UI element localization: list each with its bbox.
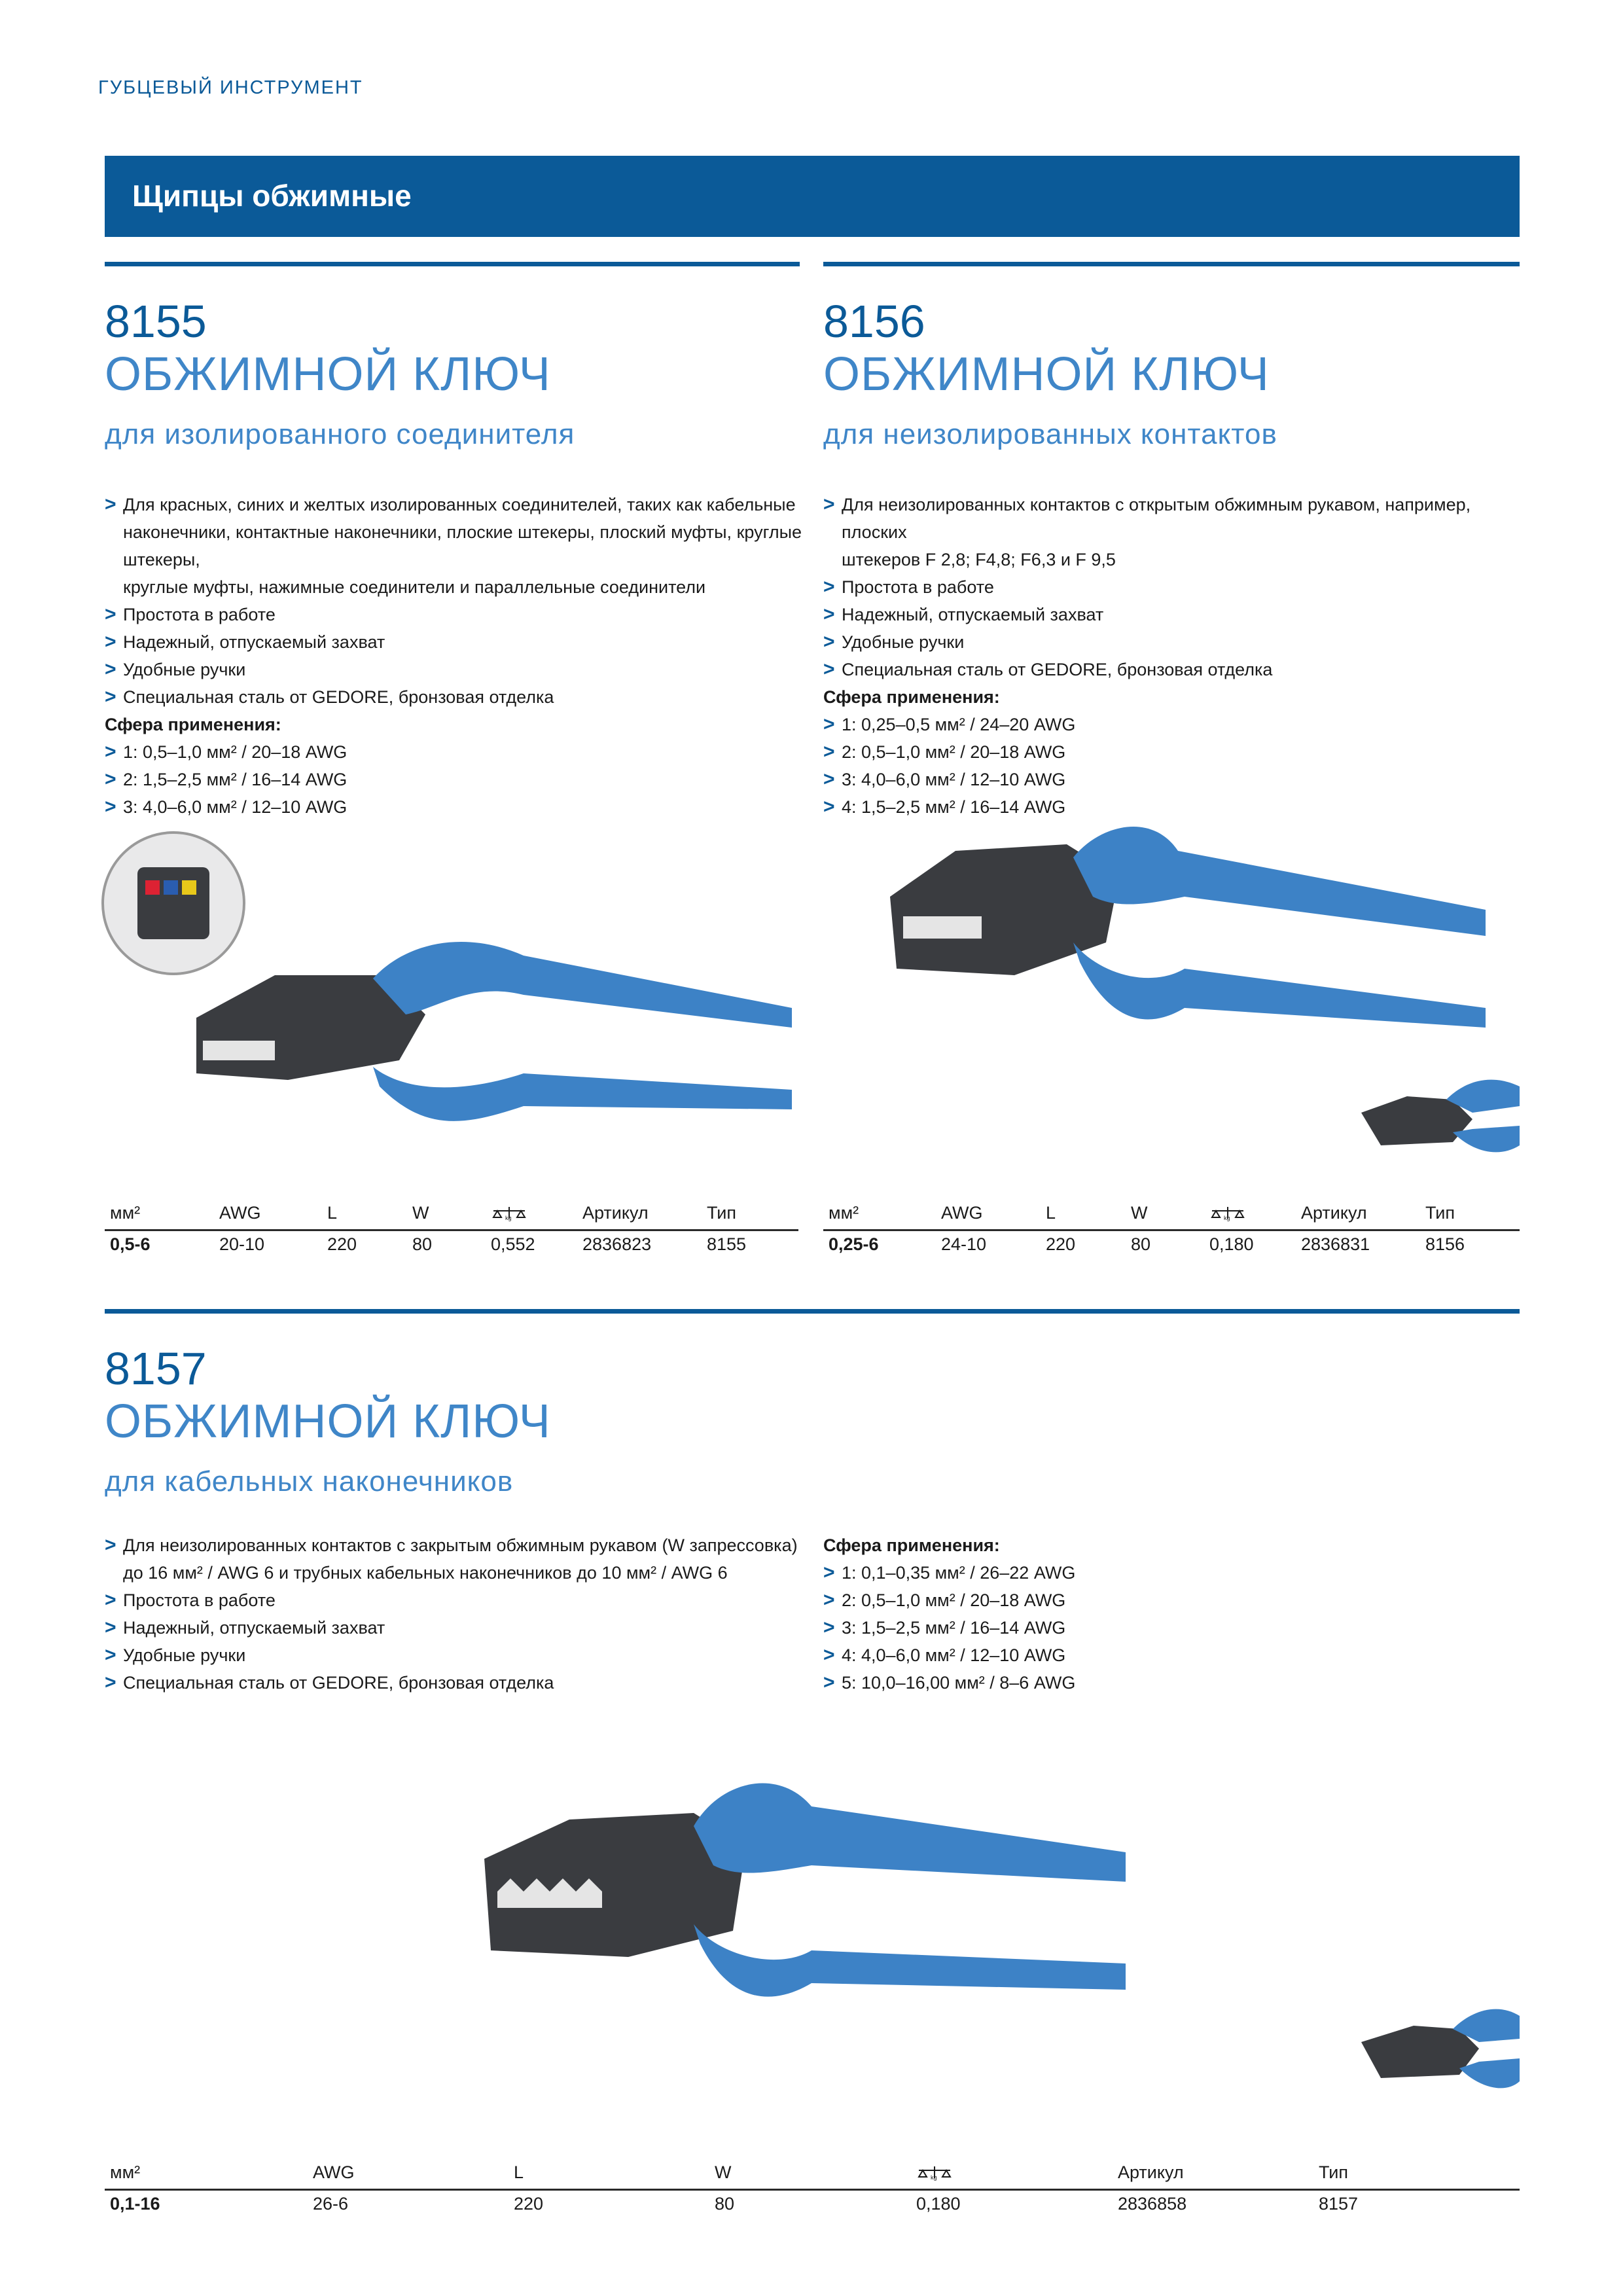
chevron-right-icon: > bbox=[823, 1589, 835, 1611]
chevron-right-icon: > bbox=[823, 1672, 835, 1693]
application-item: > 3: 1,5–2,5 мм² / 16–14 AWG bbox=[823, 1614, 1520, 1641]
feature-item: > Удобные ручки bbox=[105, 656, 812, 683]
chevron-right-icon: > bbox=[105, 768, 116, 790]
feature-item: > Простота в работе bbox=[823, 573, 1520, 601]
spec-table bbox=[823, 1203, 1520, 1268]
application-heading: Сфера применения: bbox=[823, 1535, 1000, 1555]
cell-awg: 24-10 bbox=[941, 1234, 987, 1254]
feature-item: > Надежный, отпускаемый захват bbox=[823, 601, 1520, 628]
feature-item: до 16 мм² / AWG 6 и трубных кабельных наконечников до 10 мм² / AWG 6 bbox=[123, 1563, 728, 1583]
product-photo-8155 bbox=[98, 818, 805, 1158]
chevron-right-icon: > bbox=[823, 493, 835, 515]
application-item: > 1: 0,1–0,35 мм² / 26–22 AWG bbox=[823, 1559, 1520, 1587]
col-header: W bbox=[715, 2162, 732, 2182]
chevron-right-icon: > bbox=[105, 1617, 116, 1638]
detail-jaw bbox=[137, 867, 209, 939]
cell-article: 2836831 bbox=[1301, 1234, 1370, 1254]
application-item: > 4: 1,5–2,5 мм² / 16–14 AWG bbox=[823, 793, 1520, 821]
product-number: 8155 bbox=[105, 296, 207, 347]
application-heading: Сфера применения: bbox=[105, 715, 281, 734]
chevron-right-icon: > bbox=[105, 493, 116, 515]
product-photo-8157 bbox=[471, 1767, 1520, 2134]
cell-weight: 0,180 bbox=[916, 2194, 961, 2214]
col-header: L bbox=[327, 1203, 338, 1223]
feature-list bbox=[105, 491, 812, 821]
chevron-right-icon: > bbox=[823, 631, 835, 653]
chevron-right-icon: > bbox=[105, 741, 116, 762]
cell-type: 8155 bbox=[707, 1234, 747, 1254]
cell-l: 220 bbox=[514, 2194, 544, 2214]
col-header: AWG bbox=[941, 1203, 983, 1223]
cell-l: 220 bbox=[1046, 1234, 1076, 1254]
feature-item: > Надежный, отпускаемый захват bbox=[105, 1614, 812, 1641]
cell-w: 80 bbox=[412, 1234, 433, 1254]
col-header: AWG bbox=[313, 2162, 355, 2182]
cell-weight: 0,552 bbox=[491, 1234, 535, 1254]
feature-item: > Надежный, отпускаемый захват bbox=[105, 628, 812, 656]
feature-item: > Специальная сталь от GEDORE, бронзовая отделка bbox=[105, 1669, 812, 1696]
lower-handle bbox=[1073, 942, 1486, 1028]
chevron-right-icon: > bbox=[823, 658, 835, 680]
section-rule bbox=[105, 262, 800, 266]
cell-article: 2836823 bbox=[582, 1234, 652, 1254]
cell-mm2: 0,5-6 bbox=[110, 1234, 151, 1254]
chevron-right-icon: > bbox=[823, 1644, 835, 1666]
table-rule bbox=[105, 1229, 798, 1231]
chevron-right-icon: > bbox=[823, 796, 835, 817]
feature-item: круглые муфты, нажимные соединители и параллельные соединители bbox=[123, 577, 706, 597]
cell-w: 80 bbox=[715, 2194, 735, 2214]
feature-item: > Простота в работе bbox=[105, 601, 812, 628]
col-header: L bbox=[1046, 1203, 1056, 1223]
chevron-right-icon: > bbox=[105, 658, 116, 680]
cell-l: 220 bbox=[327, 1234, 357, 1254]
col-header: Артикул bbox=[1301, 1203, 1367, 1223]
chevron-right-icon: > bbox=[105, 631, 116, 653]
section-rule bbox=[823, 262, 1520, 266]
chevron-right-icon: > bbox=[823, 1617, 835, 1638]
application-item: > 1: 0,25–0,5 мм² / 24–20 AWG bbox=[823, 711, 1520, 738]
section-rule bbox=[105, 1309, 1520, 1314]
chevron-right-icon: > bbox=[823, 768, 835, 790]
col-header: W bbox=[1131, 1203, 1148, 1223]
application-item: > 2: 0,5–1,0 мм² / 20–18 AWG bbox=[823, 738, 1520, 766]
feature-item: > Для неизолированных контактов с закрытым обжимным рукавом (W запрессовка) bbox=[105, 1532, 812, 1559]
svg-text:kg: kg bbox=[505, 1215, 512, 1221]
col-header: мм² bbox=[829, 1203, 859, 1223]
crimp-dies bbox=[903, 916, 982, 939]
cell-type: 8156 bbox=[1425, 1234, 1465, 1254]
product-subtitle: для неизолированных контактов bbox=[823, 418, 1277, 450]
application-heading: Сфера применения: bbox=[823, 687, 1000, 707]
chevron-right-icon: > bbox=[105, 796, 116, 817]
feature-item: > Специальная сталь от GEDORE, бронзовая отделка bbox=[105, 683, 812, 711]
title-banner bbox=[105, 156, 1520, 237]
product-subtitle: для кабельных наконечников bbox=[105, 1465, 514, 1498]
application-item: > 1: 0,5–1,0 мм² / 20–18 AWG bbox=[105, 738, 812, 766]
feature-list bbox=[105, 1532, 812, 1696]
col-header: L bbox=[514, 2162, 524, 2182]
chevron-right-icon: > bbox=[823, 603, 835, 625]
product-name: ОБЖИМНОЙ КЛЮЧ bbox=[105, 348, 551, 401]
col-header: Тип bbox=[1319, 2162, 1349, 2182]
marker-red bbox=[145, 880, 160, 895]
chevron-right-icon: > bbox=[105, 1672, 116, 1693]
svg-text:kg: kg bbox=[931, 2174, 937, 2181]
cell-awg: 20-10 bbox=[219, 1234, 265, 1254]
cell-awg: 26-6 bbox=[313, 2194, 349, 2214]
feature-item: > Удобные ручки bbox=[105, 1641, 812, 1669]
section-label: ГУБЦЕВЫЙ ИНСТРУМЕНТ bbox=[98, 77, 363, 98]
col-header: мм² bbox=[110, 1203, 141, 1223]
product-subtitle: для изолированного соединителя bbox=[105, 418, 575, 450]
crimp-dies bbox=[203, 1041, 275, 1060]
application-item: > 4: 4,0–6,0 мм² / 12–10 AWG bbox=[823, 1641, 1520, 1669]
marker-blue bbox=[164, 880, 178, 895]
application-item: > 3: 4,0–6,0 мм² / 12–10 AWG bbox=[105, 793, 812, 821]
upper-handle bbox=[1073, 827, 1486, 936]
cell-mm2: 0,25-6 bbox=[829, 1234, 879, 1254]
product-number: 8156 bbox=[823, 296, 925, 347]
banner-title: Щипцы обжимные bbox=[132, 179, 412, 213]
col-header: AWG bbox=[219, 1203, 261, 1223]
application-item: > 2: 1,5–2,5 мм² / 16–14 AWG bbox=[105, 766, 812, 793]
chevron-right-icon: > bbox=[105, 1534, 116, 1556]
application-item: > 2: 0,5–1,0 мм² / 20–18 AWG bbox=[823, 1587, 1520, 1614]
feature-item: > Удобные ручки bbox=[823, 628, 1520, 656]
marker-yellow bbox=[182, 880, 196, 895]
chevron-right-icon: > bbox=[823, 713, 835, 735]
application-item: > 3: 4,0–6,0 мм² / 12–10 AWG bbox=[823, 766, 1520, 793]
svg-text:kg: kg bbox=[1224, 1215, 1230, 1221]
spec-table bbox=[105, 2162, 1520, 2228]
chevron-right-icon: > bbox=[823, 741, 835, 762]
chevron-right-icon: > bbox=[105, 603, 116, 625]
chevron-right-icon: > bbox=[105, 1644, 116, 1666]
chevron-right-icon: > bbox=[105, 686, 116, 708]
col-header: Артикул bbox=[1118, 2162, 1184, 2182]
lower-handle bbox=[694, 1924, 1126, 1997]
small-tool-head bbox=[1361, 2026, 1479, 2078]
spec-table bbox=[105, 1203, 798, 1268]
cell-w: 80 bbox=[1131, 1234, 1151, 1254]
upper-handle bbox=[694, 1783, 1126, 1882]
product-number: 8157 bbox=[105, 1343, 207, 1394]
col-header: мм² bbox=[110, 2162, 141, 2182]
chevron-right-icon: > bbox=[823, 1562, 835, 1583]
feature-list bbox=[823, 491, 1520, 821]
feature-item: > Для неизолированных контактов с открытым обжимным рукавом, например, плоских bbox=[823, 491, 1520, 546]
col-header: Тип bbox=[707, 1203, 737, 1223]
product-photo-8156 bbox=[883, 812, 1520, 1165]
application-list bbox=[823, 1532, 1520, 1696]
feature-item: штекеров F 2,8; F4,8; F6,3 и F 9,5 bbox=[842, 550, 1116, 569]
cell-article: 2836858 bbox=[1118, 2194, 1187, 2214]
upper-handle bbox=[373, 942, 792, 1028]
chevron-right-icon: > bbox=[823, 576, 835, 598]
product-name: ОБЖИМНОЙ КЛЮЧ bbox=[105, 1395, 551, 1448]
application-item: > 5: 10,0–16,00 мм² / 8–6 AWG bbox=[823, 1669, 1520, 1696]
col-header: Артикул bbox=[582, 1203, 649, 1223]
chevron-right-icon: > bbox=[105, 1589, 116, 1611]
lower-handle bbox=[373, 1067, 792, 1121]
col-header: Тип bbox=[1425, 1203, 1455, 1223]
col-header: W bbox=[412, 1203, 429, 1223]
product-name: ОБЖИМНОЙ КЛЮЧ bbox=[823, 348, 1270, 401]
cell-mm2: 0,1-16 bbox=[110, 2194, 160, 2214]
feature-item: > Специальная сталь от GEDORE, бронзовая отделка bbox=[823, 656, 1520, 683]
cell-weight: 0,180 bbox=[1209, 1234, 1254, 1254]
feature-item: > Для красных, синих и желтых изолированных соединителей, таких как кабельные bbox=[105, 491, 812, 518]
feature-item: наконечники, контактные наконечники, плоские штекеры, плоский муфты, круглые штекеры, bbox=[123, 522, 802, 569]
cell-type: 8157 bbox=[1319, 2194, 1359, 2214]
small-lower-handle bbox=[1459, 2058, 1520, 2088]
feature-item: > Простота в работе bbox=[105, 1587, 812, 1614]
table-rule bbox=[823, 1229, 1520, 1231]
table-rule bbox=[105, 2189, 1520, 2191]
